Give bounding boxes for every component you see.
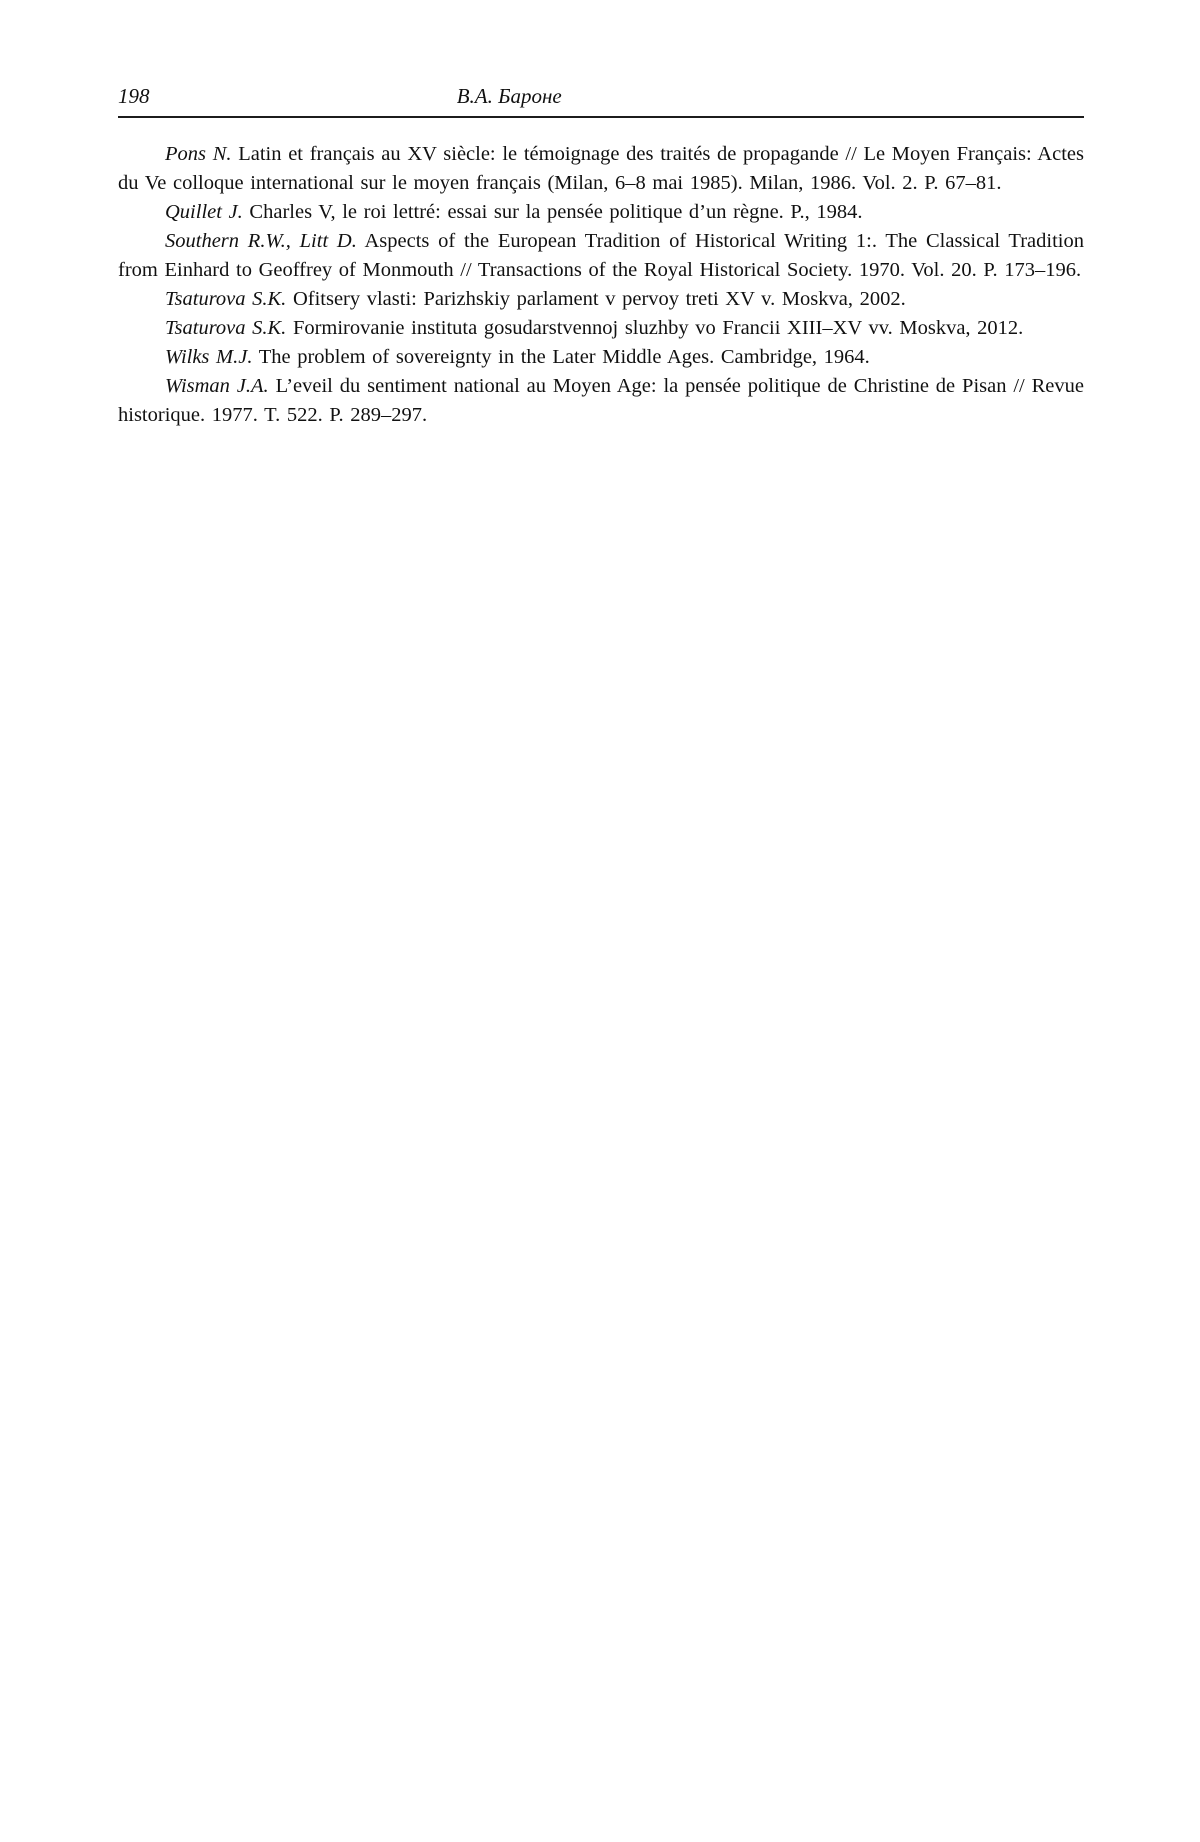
reference-entry <box>118 314 1084 343</box>
reference-author: Quillet J. <box>165 201 243 223</box>
reference-author: Pons N. <box>165 143 232 165</box>
reference-text: Formirovanie instituta gosudarstvennoj sluzhby vo Francii XIII–XV vv. Moskva, 2012. <box>286 317 1024 339</box>
reference-entry <box>118 343 1084 372</box>
running-title: В.А. Бароне <box>456 84 562 108</box>
reference-entry <box>118 227 1084 285</box>
reference-entry <box>118 140 1084 198</box>
reference-author: Wisman J.A. <box>165 375 269 397</box>
reference-author: Wilks M.J. <box>165 346 253 368</box>
reference-entry <box>118 198 1084 227</box>
reference-author: Tsaturova S.K. <box>165 288 287 310</box>
references-section <box>118 140 1084 430</box>
page-number: 198 <box>118 84 150 108</box>
reference-author: Southern R.W., Litt D. <box>165 230 357 252</box>
reference-entry <box>118 372 1084 430</box>
reference-author: Tsaturova S.K. <box>165 317 287 339</box>
running-header <box>118 84 1084 118</box>
reference-entry <box>118 285 1084 314</box>
reference-text: Latin et français au XV siècle: le témoignage des traités de propagande // Le Moyen Français: Actes du Ve colloque international sur le moyen français (Milan, 6–8 mai 1985). Milan, 1986. Vol. 2. P. 67–81. <box>118 143 1084 194</box>
reference-text: Charles V, le roi lettré: essai sur la pensée politique d’un règne. P., 1984. <box>242 201 863 223</box>
reference-text: Ofitsery vlasti: Parizhskiy parlament v pervoy treti XV v. Moskva, 2002. <box>286 288 906 310</box>
reference-text: The problem of sovereignty in the Later Middle Ages. Cambridge, 1964. <box>252 346 870 368</box>
reference-text: Aspects of the European Tradition of Historical Writing 1:. The Classical Tradition from Einhard to Geoffrey of Monmouth // Transactions of the Royal Historical Society. 1970. Vol. 20. P. 173–196. <box>118 230 1084 281</box>
reference-text: L’eveil du sentiment national au Moyen Age: la pensée politique de Christine de Pisan // Revue historique. 1977. T. 522. P. 289–297. <box>118 375 1084 426</box>
